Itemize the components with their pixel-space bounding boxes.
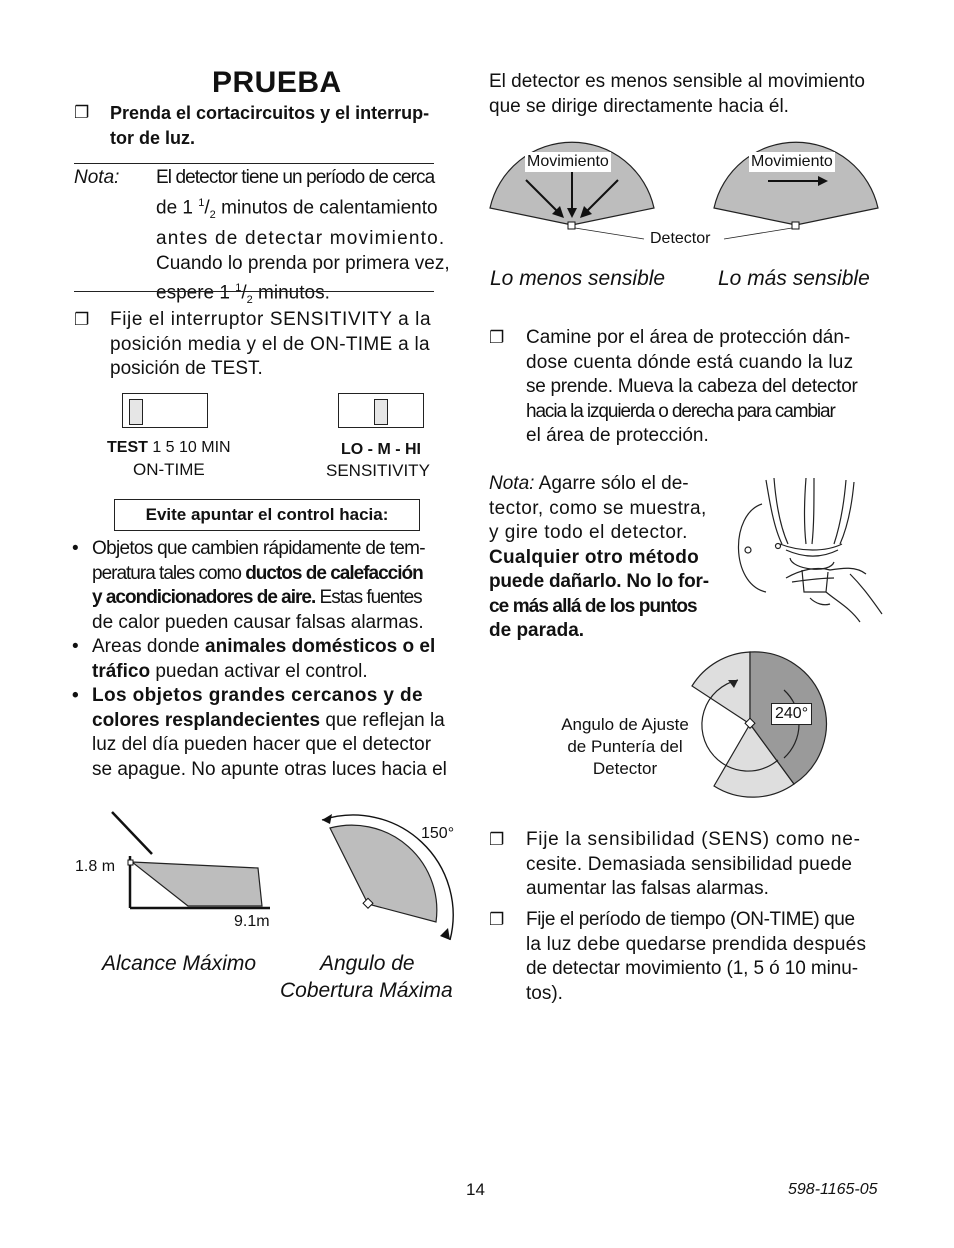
- mounting-screw: [776, 544, 781, 549]
- note-line: de parada.: [489, 620, 585, 641]
- note-line: Cuando lo prenda por primera vez,: [156, 252, 450, 274]
- page-title: PRUEBA: [212, 66, 342, 99]
- thumb-line: [810, 598, 830, 605]
- step-5-line: la luz debe quedarse prendida después: [526, 933, 867, 955]
- distance-label: 9.1m: [234, 913, 270, 930]
- coverage-caption-line1: Angulo de: [320, 952, 415, 975]
- bullet-fragment: colores resplandecientes: [92, 709, 321, 731]
- intro-text: [489, 70, 883, 119]
- wall-plate: [738, 504, 766, 592]
- height-label: 1.8 m: [75, 858, 116, 875]
- detection-zone: [132, 862, 262, 906]
- bullet-fragment: Estas fuentes: [315, 587, 422, 608]
- aim-caption-line: Angulo de Ajuste: [561, 715, 689, 734]
- fixture-cage-line: [774, 478, 788, 544]
- detector-marker: [128, 860, 133, 865]
- step-3-line: hacia la izquierda o derecha para cambiar: [526, 400, 835, 422]
- fixture-cage-line: [812, 478, 814, 544]
- bullet-1-text: [92, 537, 466, 635]
- fixture-cage-line: [766, 480, 782, 544]
- sensitivity-switch-scale: LO - M - HI: [341, 441, 421, 458]
- most-sensitive-caption: Lo más sensible: [718, 267, 870, 290]
- note-line: Cualquier otro método: [489, 546, 700, 568]
- aim-angle-caption: [548, 714, 702, 780]
- switch-scale-values: 1 5 10 MIN: [147, 439, 231, 456]
- step-2-line: Fije el interruptor SENSITIVITY a la: [110, 309, 432, 330]
- note-line: puede dañarlo. No lo for-: [489, 571, 709, 592]
- note-fragment: minutos.: [252, 282, 330, 304]
- sensitivity-switch-label: SENSITIVITY: [326, 461, 430, 480]
- step-2-line: posición media y el de ON-TIME a la: [110, 333, 430, 355]
- mounting-screw: [745, 547, 751, 553]
- hand-gripping-detector-illustration: [730, 474, 890, 624]
- detector-body: [790, 558, 834, 569]
- step-3-line: el área de protección.: [526, 425, 709, 446]
- step-4-line: cesite. Demasiada sensibilidad puede: [526, 853, 853, 875]
- note-fragment: espere 1: [156, 282, 236, 304]
- note-line: antes de detectar movimiento.: [156, 228, 446, 250]
- wrist-line: [850, 574, 882, 614]
- bullet-line: [92, 586, 466, 611]
- movement-label-left: Movimiento: [527, 153, 609, 170]
- aim-angle-diagram: [690, 650, 830, 802]
- step-1-line: tor de luz.: [110, 127, 195, 148]
- bullet-fragment: animales domésticos o el: [205, 636, 436, 657]
- step-3-text: [526, 326, 882, 449]
- step-2-text: [110, 308, 466, 382]
- movement-label-right: Movimiento: [751, 153, 833, 170]
- note-line: [489, 472, 723, 497]
- fraction-denominator: 2: [246, 294, 253, 307]
- fraction-numerator: 1: [235, 282, 242, 295]
- bullet-line: luz del día pueden hacer que el detector: [92, 734, 432, 755]
- detector-marker: [792, 222, 799, 229]
- step-4-line: Fije la sensibilidad (SENS) como ne-: [526, 829, 861, 850]
- note-fragment: de 1: [156, 196, 199, 218]
- note-label: Nota:: [74, 167, 120, 188]
- coverage-caption-line2: Cobertura Máxima: [280, 979, 453, 1002]
- step-4-line: aumentar las falsas alarmas.: [526, 878, 769, 899]
- fixture-cage-line: [805, 478, 807, 544]
- step-2-line: posición de TEST.: [110, 358, 263, 379]
- aim-angle-label: 240°: [771, 703, 812, 725]
- aim-caption-line: de Puntería del: [567, 737, 683, 756]
- ontime-switch: [122, 393, 208, 428]
- bullet-fragment: Areas donde: [92, 636, 206, 657]
- bullet-line: [92, 635, 466, 660]
- bullet-fragment: peratura tales como: [92, 562, 246, 584]
- intro-line: que se dirige directamente hacia él.: [489, 95, 789, 117]
- bullet-line: [92, 684, 466, 709]
- switch-knob: [129, 399, 143, 425]
- intro-line: El detector es menos sensible al movimiento: [489, 71, 865, 92]
- bullet-line: se apague. No apunte otras luces hacia el: [92, 758, 447, 780]
- bullet-2-text: [92, 635, 466, 684]
- page-number: 14: [466, 1180, 485, 1199]
- divider: [74, 291, 434, 292]
- leader-line: [724, 228, 792, 239]
- hand-outline: [786, 568, 866, 578]
- step-3-line: dose cuenta dónde está cuando la luz: [526, 351, 854, 373]
- bullet-icon: •: [72, 636, 79, 657]
- detector-head: [802, 570, 828, 592]
- checkbox-icon: ❐: [74, 103, 90, 122]
- switch-scale-test: TEST: [107, 439, 148, 456]
- note-fragment: Agarre sólo el de-: [534, 473, 689, 494]
- note-fragment: minutos de calentamiento: [215, 196, 438, 218]
- avoid-box: Evite apuntar el control hacia:: [114, 499, 420, 531]
- step-5-line: de detectar movimiento (1, 5 ó 10 minu-: [526, 958, 858, 979]
- step-3-line: Camine por el área de protección dán-: [526, 327, 851, 348]
- bullet-fragment: puedan activar el control.: [150, 660, 368, 682]
- step-5-line: tos).: [526, 982, 563, 1004]
- aim-caption-line: Detector: [592, 759, 658, 778]
- detector-label: Detector: [650, 230, 711, 247]
- bullet-fragment: y acondicionadores de aire.: [92, 587, 316, 608]
- bullet-line: [92, 562, 466, 587]
- arc-arrow-end: [440, 928, 450, 940]
- least-sensitive-caption: Lo menos sensible: [490, 267, 666, 290]
- ontime-switch-label: ON-TIME: [133, 460, 205, 479]
- wrist-line: [826, 592, 860, 622]
- document-number: 598-1165-05: [788, 1181, 878, 1198]
- bullet-fragment: que reflejan la: [320, 709, 445, 731]
- leader-line: [575, 228, 644, 239]
- step-5-text: [526, 908, 882, 1006]
- switch-knob: [374, 399, 388, 425]
- step-3-line: se prende. Mueva la cabeza del detector: [526, 376, 858, 397]
- note-line: ce más allá de los puntos: [489, 595, 697, 617]
- note-label: Nota:: [489, 473, 535, 494]
- note-line: espere 1 $^1/_2$ minutos.: [156, 282, 330, 307]
- step-4-text: [526, 828, 882, 902]
- detector-marker: [568, 222, 575, 229]
- bullet-line: [92, 660, 466, 685]
- bullet-3-text: [92, 684, 466, 782]
- note-line: El detector tiene un período de cerca: [156, 167, 435, 188]
- checkbox-icon: ❐: [489, 830, 505, 849]
- step-5-line: Fije el período de tiempo (ON-TIME) que: [526, 909, 855, 930]
- sensitivity-switch: [338, 393, 424, 428]
- wall-bracket: [112, 812, 152, 854]
- bullet-icon: •: [72, 685, 79, 706]
- bullet-line: Objetos que cambien rápidamente de tem-: [92, 538, 425, 559]
- bullet-line: [92, 709, 466, 734]
- checkbox-icon: ❐: [489, 910, 505, 929]
- fraction-denominator: 2: [209, 208, 216, 221]
- bullet-fragment: ductos de calefacción: [245, 562, 423, 584]
- step-1-line: Prenda el cortacircuitos y el interrup-: [110, 103, 430, 123]
- divider: [74, 163, 434, 164]
- note-line: de 1 $^1/_2$ minutos de calentamiento: [156, 196, 438, 221]
- range-caption: Alcance Máximo: [102, 952, 257, 975]
- fixture-base: [786, 550, 838, 556]
- note-2-text: [489, 472, 723, 644]
- fraction-numerator: 1: [198, 196, 205, 209]
- checkbox-icon: ❐: [74, 310, 90, 329]
- note-line: y gire todo el detector.: [489, 522, 688, 543]
- bullet-fragment: tráfico: [92, 660, 151, 682]
- bullet-fragment: Los objetos grandes cercanos y de: [92, 685, 424, 706]
- coverage-angle-label: 150°: [421, 825, 455, 842]
- checkbox-icon: ❐: [489, 328, 505, 347]
- bullet-line: de calor pueden causar falsas alarmas.: [92, 611, 424, 633]
- note-line: tector, como se muestra,: [489, 497, 707, 519]
- fixture-base: [780, 544, 842, 550]
- step-1-text: [110, 101, 466, 150]
- ontime-switch-scale: [107, 438, 237, 458]
- bullet-icon: •: [72, 538, 79, 559]
